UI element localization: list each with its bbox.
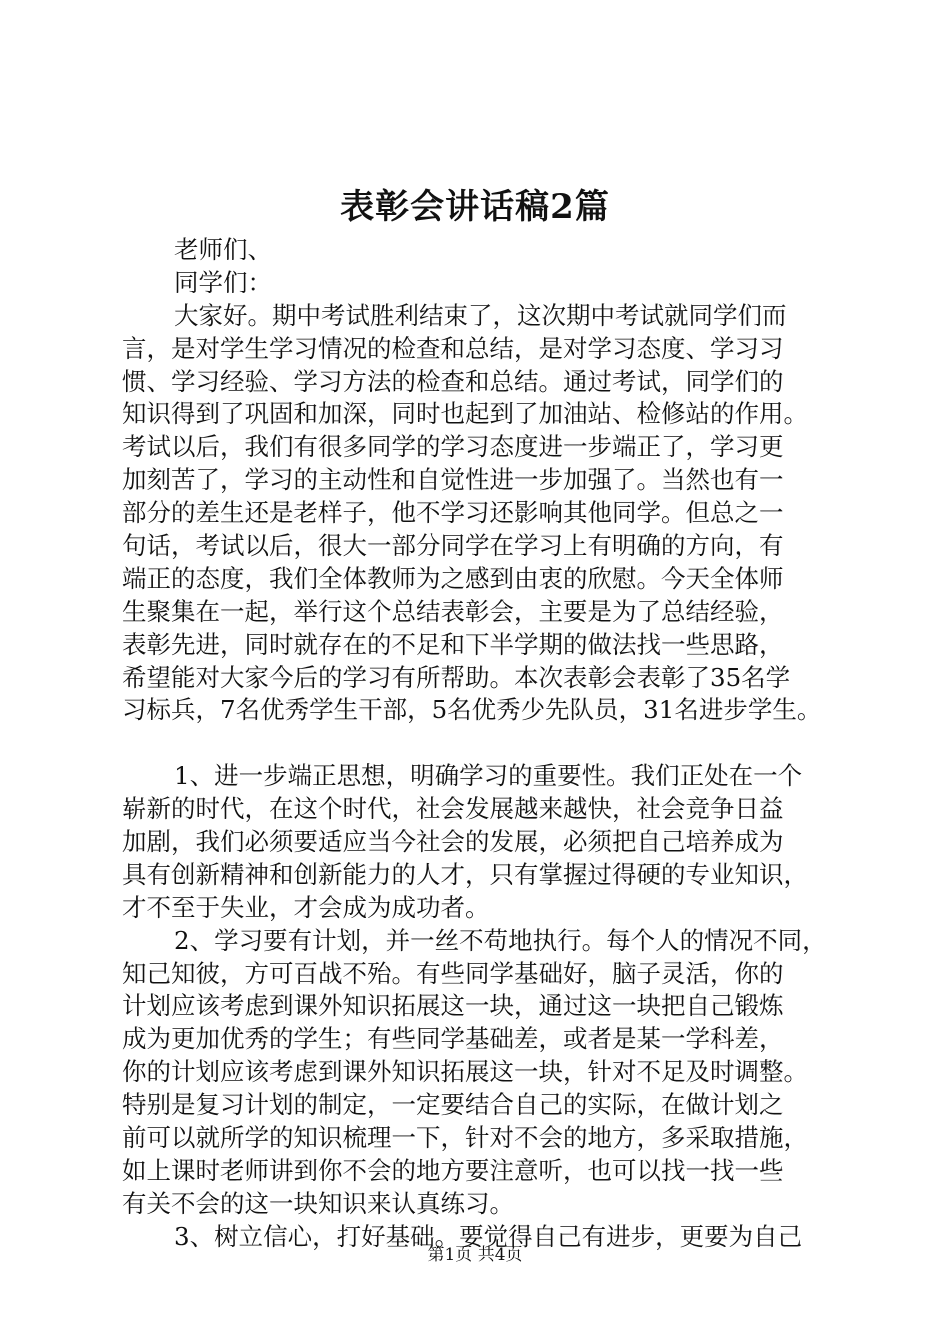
text-line: 加剧，我们必须要适应当今社会的发展，必须把自己培养成为 <box>122 827 784 857</box>
text-line: 知己知彼，方可百战不殆。有些同学基础好，脑子灵活，你的 <box>122 958 784 988</box>
document-title: 表彰会讲话稿2篇 <box>340 187 610 227</box>
text-line: 知识得到了巩固和加深，同时也起到了加油站、检修站的作用。 <box>122 399 808 429</box>
text-line: 1、进一步端正思想，明确学习的重要性。我们正处在一个 <box>174 761 803 791</box>
text-line: 3、树立信心，打好基础。要觉得自己有进步，更要为自己 <box>174 1221 803 1251</box>
text-line: 成为更加优秀的学生；有些同学基础差，或者是某一学科差， <box>122 1024 784 1054</box>
text-line: 大家好。期中考试胜利结束了，这次期中考试就同学们而 <box>174 300 787 330</box>
text-line: 表彰先进，同时就存在的不足和下半学期的做法找一些思路， <box>122 629 784 659</box>
text-line: 加刻苦了，学习的主动性和自觉性进一步加强了。当然也有一 <box>122 465 784 495</box>
text-line: 有关不会的这一块知识来认真练习。 <box>122 1188 514 1218</box>
text-line: 希望能对大家今后的学习有所帮助。本次表彰会表彰了35名学 <box>122 662 791 692</box>
text-line: 老师们、 <box>174 235 272 264</box>
text-line: 惯、学习经验、学习方法的检查和总结。通过考试，同学们的 <box>122 366 784 396</box>
text-line: 言，是对学生学习情况的检查和总结，是对学习态度、学习习 <box>122 333 784 363</box>
text-line: 句话，考试以后，很大一部分同学在学习上有明确的方向，有 <box>122 531 784 561</box>
text-line: 生聚集在一起，举行这个总结表彰会，主要是为了总结经验， <box>122 596 784 626</box>
text-line: 崭新的时代，在这个时代，社会发展越来越快，社会竞争日益 <box>122 794 784 824</box>
blank-line <box>122 727 850 760</box>
text-line: 2、学习要有计划，并一丝不苟地执行。每个人的情况不同， <box>174 925 827 955</box>
text-line: 如上课时老师讲到你不会的地方要注意听，也可以找一找一些 <box>122 1155 784 1185</box>
text-line: 计划应该考虑到课外知识拓展这一块，通过这一块把自己锻炼 <box>122 991 784 1021</box>
text-line: 才不至于失业，才会成为成功者。 <box>122 892 490 922</box>
page-footer: 第1页 共4页 <box>427 1245 523 1265</box>
text-line: 部分的差生还是老样子，他不学习还影响其他同学。但总之一 <box>122 498 784 528</box>
text-line: 习标兵，7名优秀学生干部，5名优秀少先队员，31名进步学生。 <box>122 695 822 725</box>
text-line: 你的计划应该考虑到课外知识拓展这一块，针对不足及时调整。 <box>122 1057 808 1087</box>
document-body <box>122 234 850 1254</box>
text-line: 特别是复习计划的制定，一定要结合自己的实际，在做计划之 <box>122 1090 784 1120</box>
text-line: 考试以后，我们有很多同学的学习态度进一步端正了，学习更 <box>122 432 784 462</box>
text-line: 端正的态度，我们全体教师为之感到由衷的欣慰。今天全体师 <box>122 563 784 593</box>
text-line: 具有创新精神和创新能力的人才，只有掌握过得硬的专业知识， <box>122 859 808 889</box>
text-line: 前可以就所学的知识梳理一下，针对不会的地方，多采取措施， <box>122 1123 808 1153</box>
text-line: 同学们： <box>174 267 272 297</box>
